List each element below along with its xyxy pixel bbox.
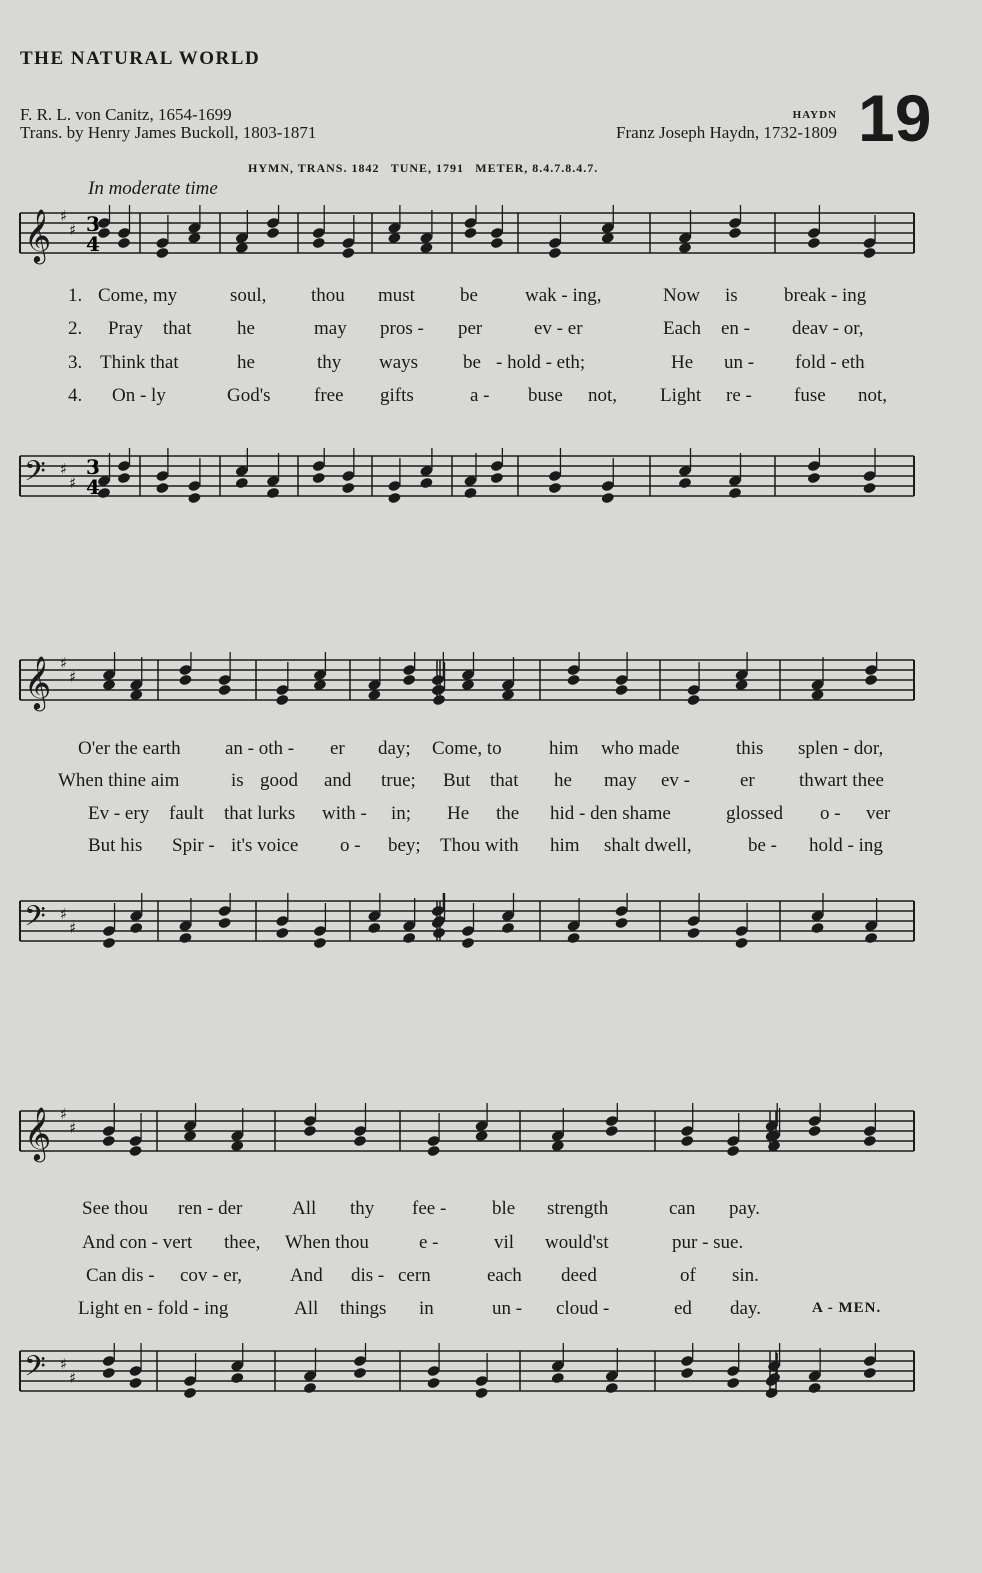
lyric-syllable: un - [724, 352, 755, 373]
lyric-syllable: Spir - [172, 835, 215, 856]
lyric-syllable: that [490, 770, 519, 791]
lyric-syllable: may [314, 318, 347, 339]
lyric-syllable: buse [528, 385, 563, 406]
notehead [807, 1125, 821, 1138]
lyric-syllable: be [463, 352, 481, 373]
lyric-syllable: splen - dor, [798, 738, 884, 759]
lyric-syllable: glossed [726, 803, 783, 824]
notehead [728, 487, 742, 500]
treble-clef: 𝄞 [24, 655, 52, 709]
lyric-syllable: be [460, 285, 478, 306]
lyric-syllable: Thou with [440, 835, 519, 856]
notehead [605, 1125, 619, 1138]
notehead [128, 1377, 142, 1390]
lyric-syllable: 1. [68, 285, 83, 306]
notehead [680, 1367, 694, 1380]
lyric-syllable: he [237, 352, 255, 373]
lyric-syllable: e - [419, 1232, 439, 1253]
lyric-syllable: shalt dwell, [604, 835, 692, 856]
notehead [187, 492, 201, 505]
notehead [566, 674, 580, 687]
notehead [680, 1135, 694, 1148]
lyric-syllable: ev - [661, 770, 691, 791]
lyric-syllable: er [740, 770, 755, 791]
lyric-syllable: break - ing [784, 285, 867, 306]
lyric-syllable: Can dis - [86, 1265, 155, 1286]
lyric-syllable: with - [322, 803, 367, 824]
notehead [862, 247, 876, 260]
lyric-syllable: a - [470, 385, 490, 406]
notehead [566, 932, 580, 945]
notehead [864, 674, 878, 687]
sharp-sign: ♯ [69, 1369, 77, 1387]
author-line: F. R. L. von Canitz, 1654-1699 [20, 105, 232, 124]
notehead [353, 1135, 367, 1148]
notehead [548, 247, 562, 260]
notehead [183, 1387, 197, 1400]
notehead [432, 927, 446, 940]
lyric-syllable: cern [398, 1265, 431, 1286]
lyric-syllable: things [340, 1298, 387, 1319]
lyric-syllable: cloud - [556, 1298, 610, 1319]
notehead [551, 1372, 565, 1385]
lyric-syllable: dis - [351, 1265, 385, 1286]
notehead [402, 932, 416, 945]
lyric-syllable: good [260, 770, 298, 791]
lyric-syllable: cov - er, [180, 1265, 243, 1286]
notehead [807, 237, 821, 250]
lyric-syllable: is [231, 770, 244, 791]
notehead [810, 922, 824, 935]
notehead [117, 237, 131, 250]
notehead [426, 1145, 440, 1158]
notehead [461, 937, 475, 950]
notehead [601, 492, 615, 505]
notehead [807, 472, 821, 485]
composer-credit [616, 106, 837, 142]
sharp-sign: ♯ [60, 1105, 68, 1123]
treble-clef: 𝄞 [24, 1106, 52, 1160]
sharp-sign: ♯ [60, 905, 68, 923]
lyric-syllable: pros - [380, 318, 424, 339]
lyric-syllable: 2. [68, 318, 83, 339]
lyric-syllable: in; [391, 803, 412, 824]
notehead [367, 922, 381, 935]
lyric-syllable: him [550, 835, 580, 856]
lyric-syllable: is [725, 285, 738, 306]
notehead [178, 932, 192, 945]
lyric-syllable: thy [317, 352, 342, 373]
bass-clef: 𝄢 [24, 455, 46, 495]
lyric-syllable: per [458, 318, 483, 339]
lyric-syllable: When thou [285, 1232, 369, 1253]
lyric-syllable: re - [726, 385, 752, 406]
lyric-syllable: 4. [68, 385, 83, 406]
notehead [102, 1135, 116, 1148]
lyric-syllable: not, [858, 385, 888, 406]
lyric-syllable: ble [492, 1198, 516, 1219]
sharp-sign: ♯ [69, 668, 77, 686]
notehead [686, 694, 700, 707]
treble-staff [0, 1103, 982, 1163]
notehead [614, 684, 628, 697]
lyric-syllable: gifts [380, 385, 414, 406]
hymn-number: 19 [858, 81, 932, 155]
notehead [426, 1377, 440, 1390]
lyric-syllable: Pray [108, 318, 143, 339]
lyric-syllable: thy [350, 1198, 375, 1219]
bass-clef: 𝄢 [24, 900, 46, 940]
notehead [686, 927, 700, 940]
notehead [341, 247, 355, 260]
lyric-syllable: may [604, 770, 637, 791]
lyric-syllable: can [669, 1198, 696, 1219]
time-signature-digit: 4 [86, 475, 100, 499]
lyric-syllable: pay. [729, 1198, 760, 1219]
sharp-sign: ♯ [60, 654, 68, 672]
notehead [155, 482, 169, 495]
notehead [387, 492, 401, 505]
author-credit [20, 106, 316, 142]
time-signature-digit: 4 [86, 232, 100, 256]
lyric-syllable: Now [663, 285, 700, 306]
lyric-syllable: God's [227, 385, 271, 406]
notehead [614, 917, 628, 930]
hymn-metadata [248, 160, 598, 177]
lyric-syllable: day. [730, 1298, 761, 1319]
lyric-syllable: But his [88, 835, 143, 856]
lyric-syllable: vil [494, 1232, 515, 1253]
notehead [129, 922, 143, 935]
notehead [402, 674, 416, 687]
notehead [501, 922, 515, 935]
notehead [313, 937, 327, 950]
lyric-syllable: would'st [545, 1232, 609, 1253]
lyric-syllable: free [314, 385, 344, 406]
notehead [726, 1145, 740, 1158]
lyric-syllable: On - ly [112, 385, 166, 406]
lyric-syllable: fault [169, 803, 204, 824]
notehead [303, 1382, 317, 1395]
notehead [490, 237, 504, 250]
sharp-sign: ♯ [69, 474, 77, 492]
lyric-syllable: deed [561, 1265, 597, 1286]
lyric-syllable: un - [492, 1298, 523, 1319]
lyric-syllable: hid - den shame [550, 803, 671, 824]
notehead [863, 1135, 877, 1148]
lyric-syllable: he [237, 318, 255, 339]
lyric-syllable: true; [381, 770, 416, 791]
notehead [734, 937, 748, 950]
lyric-syllable: that [163, 318, 192, 339]
notehead [463, 227, 477, 240]
lyric-syllable: soul, [230, 285, 267, 306]
lyric-syllable: o - [340, 835, 361, 856]
notehead [217, 917, 231, 930]
lyric-syllable: and [324, 770, 352, 791]
notehead [864, 932, 878, 945]
meta-tune: TUNE, 1791 [390, 161, 465, 175]
notehead [432, 694, 446, 707]
lyric-syllable: Come, to [432, 738, 502, 759]
sharp-sign: ♯ [69, 1119, 77, 1137]
notehead [419, 477, 433, 490]
notehead [275, 694, 289, 707]
sharp-sign: ♯ [60, 1355, 68, 1373]
notehead [217, 684, 231, 697]
lyric-syllable: And con - vert [82, 1232, 193, 1253]
lyric-syllable: thou [311, 285, 345, 306]
lyric-syllable: deav - or, [792, 318, 864, 339]
lyric-syllable: ed [674, 1298, 692, 1319]
lyric-syllable: ways [379, 352, 419, 373]
lyric-syllable: He [671, 352, 694, 373]
bass-staff [0, 893, 982, 953]
lyric-syllable: Each [663, 318, 701, 339]
notehead [341, 482, 355, 495]
notehead [178, 674, 192, 687]
lyric-syllable: of [680, 1265, 696, 1286]
notehead [102, 1367, 116, 1380]
lyric-syllable: thee, [224, 1232, 261, 1253]
lyric-syllable: in [419, 1298, 434, 1319]
bass-clef: 𝄢 [24, 1350, 46, 1390]
lyric-syllable: not, [588, 385, 618, 406]
notehead [807, 1382, 821, 1395]
lyric-syllable: See thou [82, 1198, 148, 1219]
notehead [312, 472, 326, 485]
lyric-syllable: the [496, 803, 520, 824]
sharp-sign: ♯ [69, 221, 77, 239]
lyric-syllable: bey; [388, 835, 421, 856]
lyric-syllable: When thine aim [58, 770, 180, 791]
lyric-syllable: ren - der [178, 1198, 243, 1219]
notehead [266, 227, 280, 240]
lyric-syllable: Light [660, 385, 702, 406]
lyric-syllable: pur - sue. [672, 1232, 744, 1253]
lyric-syllable: Think that [100, 352, 179, 373]
bass-staff [0, 448, 982, 508]
time-signature-digit: 3 [86, 455, 100, 479]
lyric-syllable: hold - ing [809, 835, 883, 856]
treble-staff [0, 652, 982, 712]
notehead [678, 477, 692, 490]
lyric-syllable: - hold - eth; [496, 352, 586, 373]
section-title: THE NATURAL WORLD [20, 48, 261, 69]
notehead [863, 1367, 877, 1380]
sharp-sign: ♯ [60, 207, 68, 225]
notehead [862, 482, 876, 495]
lyric-syllable: And [290, 1265, 323, 1286]
sharp-sign: ♯ [60, 460, 68, 478]
tune-name: HAYDN [792, 109, 837, 121]
notehead [728, 227, 742, 240]
lyric-syllable: 3. [68, 352, 83, 373]
lyric-syllable: be - [748, 835, 778, 856]
tempo-marking: In moderate time [88, 178, 218, 199]
lyric-syllable: who made [601, 738, 680, 759]
lyric-syllable: A - MEN. [812, 1300, 882, 1316]
treble-clef: 𝄞 [24, 208, 52, 262]
sharp-sign: ♯ [69, 919, 77, 937]
meta-hymn: HYMN, TRANS. 1842 [248, 161, 380, 175]
lyric-syllable: that lurks [224, 803, 296, 824]
notehead [117, 472, 131, 485]
lyric-syllable: Light en - fold - ing [78, 1298, 229, 1319]
meta-meter: METER, 8.4.7.8.4.7. [475, 161, 599, 175]
lyric-syllable: O'er the earth [78, 738, 181, 759]
lyric-syllable: each [487, 1265, 522, 1286]
lyric-syllable: All [294, 1298, 319, 1319]
bass-staff [0, 1343, 982, 1403]
lyric-syllable: it's voice [231, 835, 299, 856]
lyric-syllable: fuse [794, 385, 826, 406]
notehead [155, 247, 169, 260]
lyric-syllable: Come, my [98, 285, 178, 306]
notehead [548, 482, 562, 495]
treble-staff [0, 205, 982, 265]
lyric-syllable: an - oth - [225, 738, 295, 759]
lyric-syllable: this [736, 738, 764, 759]
lyric-syllable: er [330, 738, 345, 759]
lyric-syllable: day; [378, 738, 411, 759]
notehead [303, 1125, 317, 1138]
notehead [726, 1377, 740, 1390]
lyric-syllable: he [554, 770, 572, 791]
composer-line: Franz Joseph Haydn, 1732-1809 [616, 123, 837, 142]
notehead [128, 1145, 142, 1158]
lyric-syllable: He [447, 803, 470, 824]
lyric-syllable: ver [866, 803, 891, 824]
notehead [463, 487, 477, 500]
lyric-syllable: But [443, 770, 471, 791]
translator-line: Trans. by Henry James Buckoll, 1803-1871 [20, 123, 317, 142]
notehead [312, 237, 326, 250]
lyric-syllable: him [549, 738, 579, 759]
notehead [235, 477, 249, 490]
notehead [102, 937, 116, 950]
notehead [266, 487, 280, 500]
notehead [474, 1387, 488, 1400]
lyric-syllable: wak - ing, [525, 285, 602, 306]
lyric-syllable: en - [721, 318, 751, 339]
lyric-syllable: Ev - ery [88, 803, 150, 824]
notehead [230, 1372, 244, 1385]
lyric-syllable: sin. [732, 1265, 759, 1286]
lyric-syllable: strength [547, 1198, 609, 1219]
lyric-syllable: ev - er [534, 318, 583, 339]
notehead [353, 1367, 367, 1380]
lyric-syllable: fee - [412, 1198, 447, 1219]
notehead [275, 927, 289, 940]
notehead [490, 472, 504, 485]
lyric-syllable: fold - eth [795, 352, 865, 373]
lyric-syllable: thwart thee [799, 770, 884, 791]
time-signature-digit: 3 [86, 212, 100, 236]
lyric-syllable: must [378, 285, 415, 306]
notehead [605, 1382, 619, 1395]
lyric-syllable: All [292, 1198, 317, 1219]
lyric-syllable: o - [820, 803, 841, 824]
